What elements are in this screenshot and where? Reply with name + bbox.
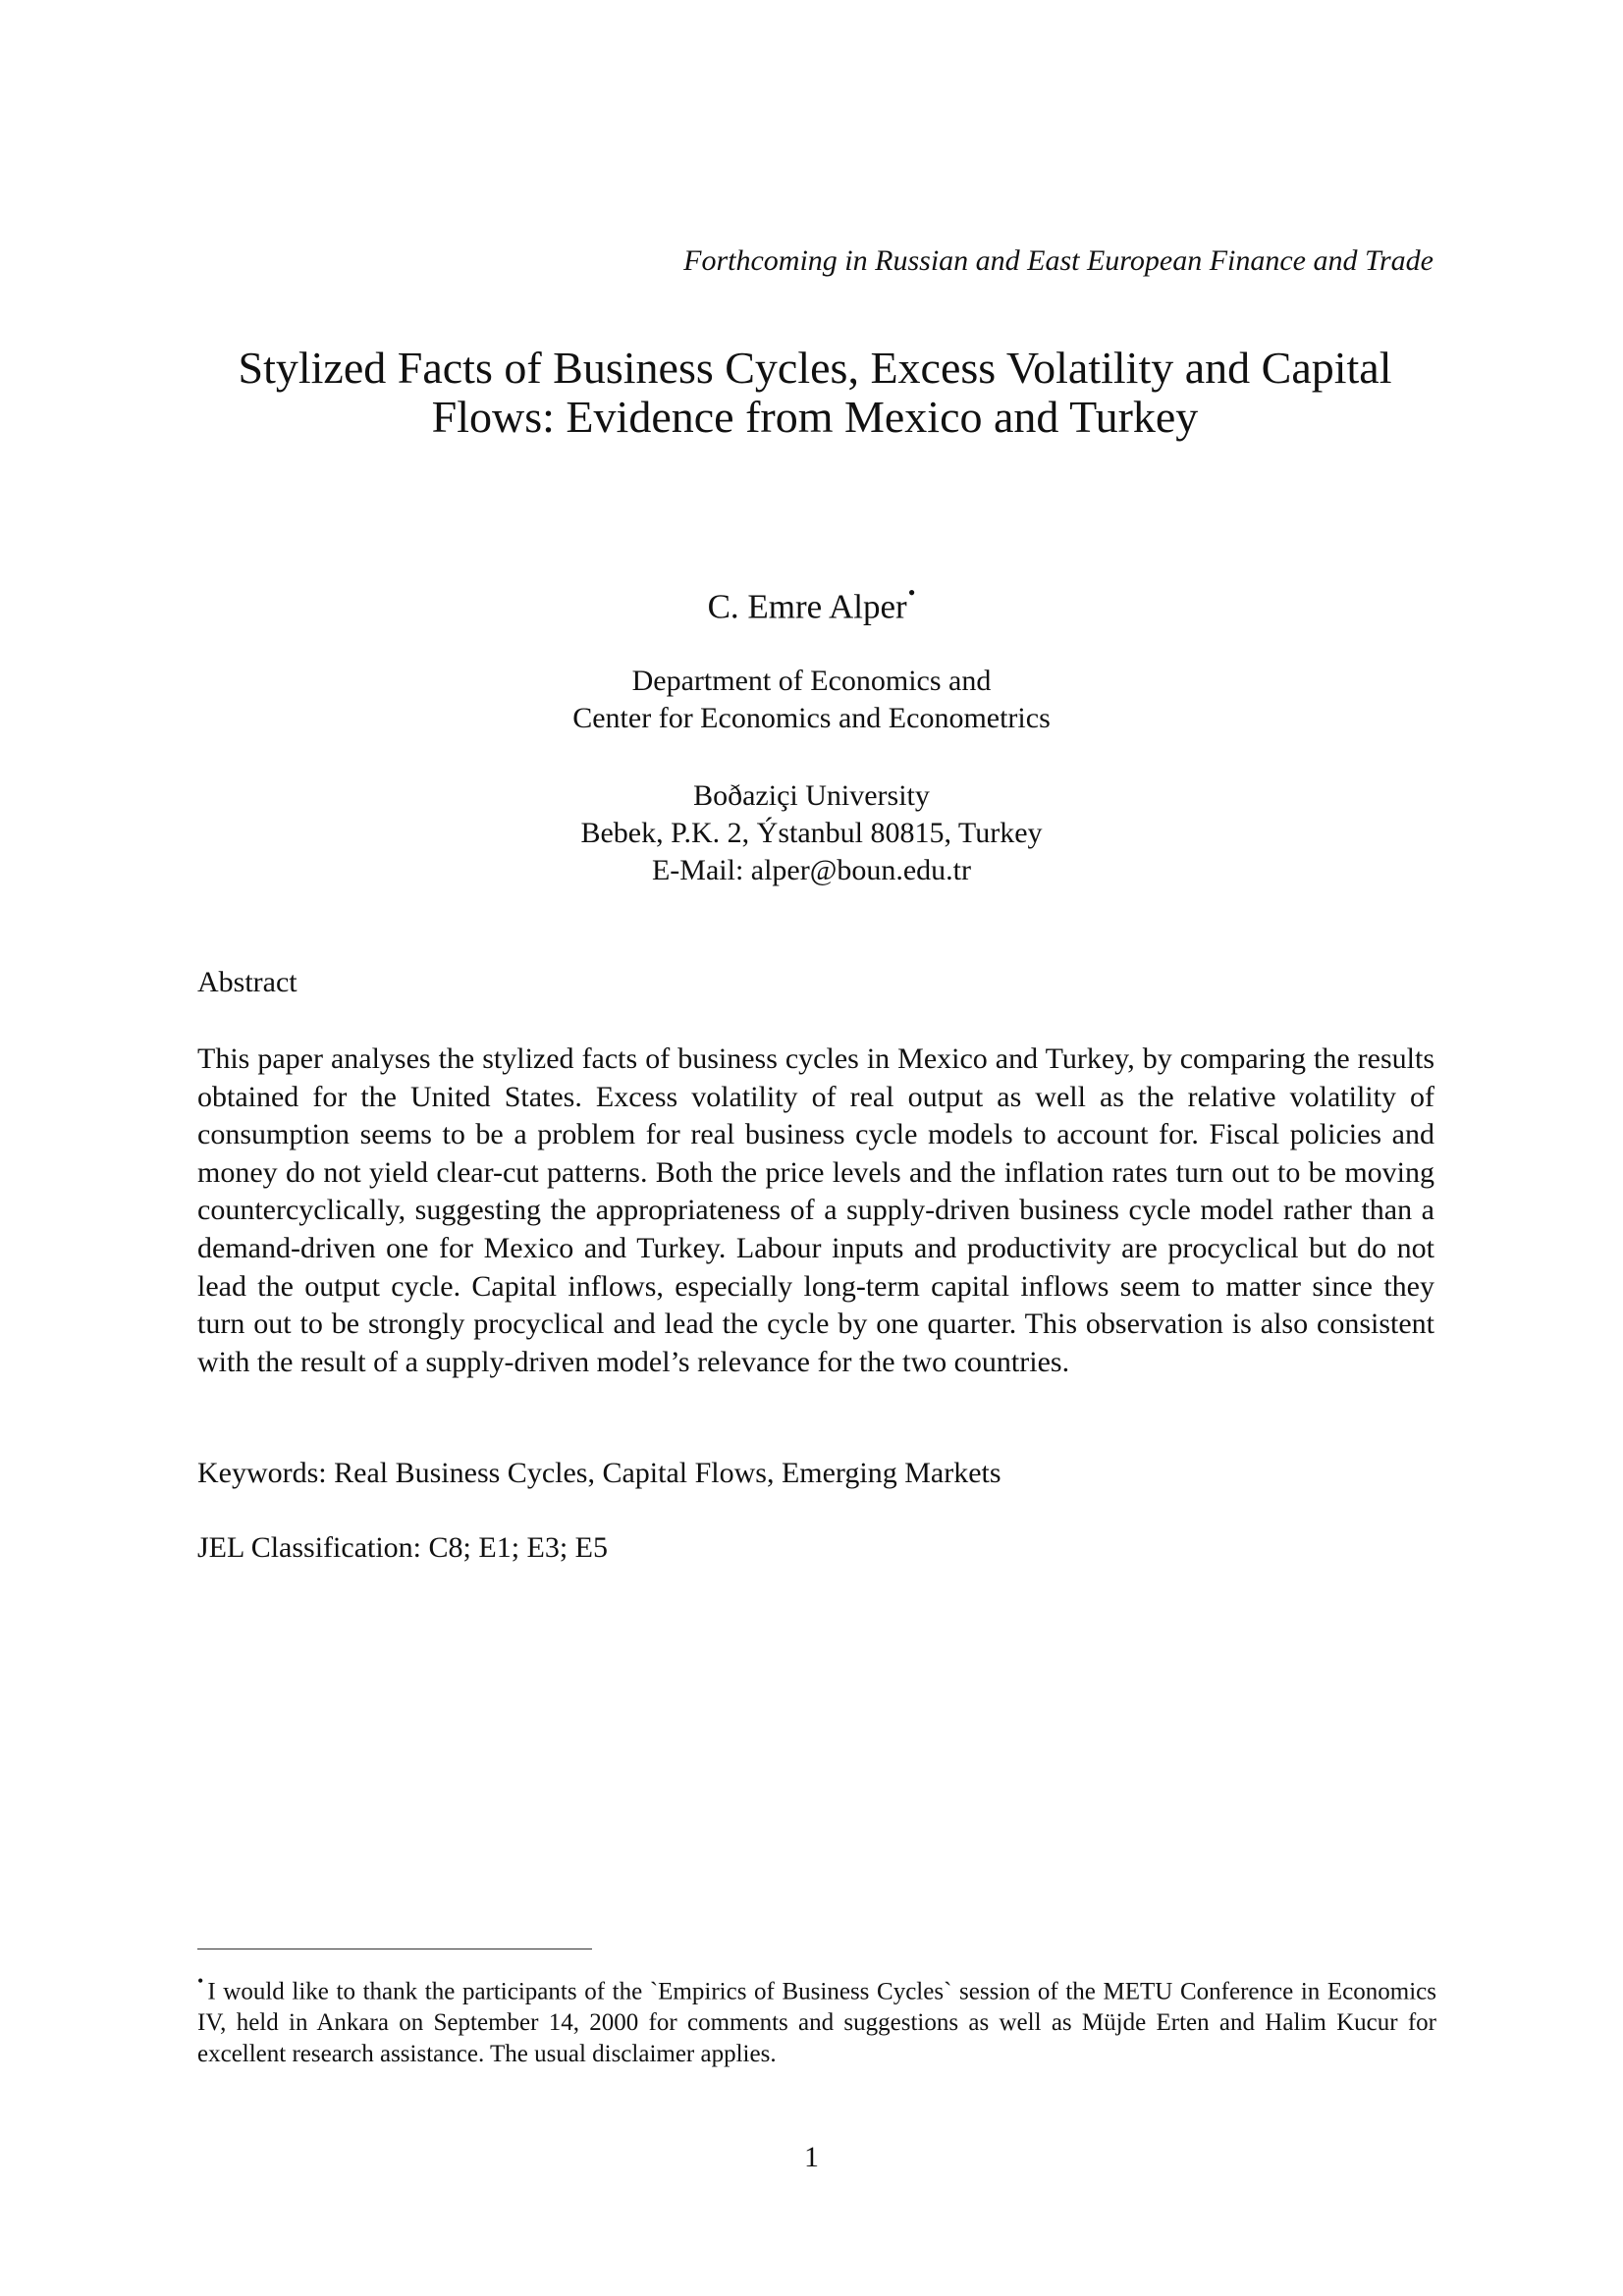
university-address: Bebek, P.K. 2, Ýstanbul 80815, Turkey [580, 817, 1043, 849]
department-line-2: Center for Economics and Econometrics [572, 702, 1051, 734]
abstract-body: This paper analyses the stylized facts of business cycles in Mexico and Turkey, by comparing the results obtained for the United States. Excess volatility of real output as well as the relative volatility of consumption seems to be a problem for real business cycle models to account for. Fiscal policies and money do not yield clear-cut patterns. Both the price levels and the inflation rates turn out to be moving countercyclically, suggesting the appropriateness of a supply-driven business cycle model rather than a demand-driven one for Mexico and Turkey. Labour inputs and productivity are procyclical but do not lead the output cycle. Capital inflows, especially long-term capital inflows seem to matter since they turn out to be strongly procyclical and lead the cycle by one quarter. This observation is also consistent with the result of a supply-driven model’s relevance for the two countries. [197, 1042, 1434, 1378]
paper-title-line-2: Flows: Evidence from Mexico and Turkey [431, 392, 1199, 442]
department-block [0, 663, 1623, 737]
keywords: Keywords: Real Business Cycles, Capital Flows, Emerging Markets [197, 1457, 1001, 1489]
jel-classification: JEL Classification: C8; E1; E3; E5 [197, 1531, 609, 1564]
paper-title-line-1: Stylized Facts of Business Cycles, Excess Volatility and Capital [238, 343, 1392, 393]
footnote-text: I would like to thank the participants of the `Empirics of Business Cycles` session of the METU Conference in Economics IV, held in Ankara on September 14, 2000 for comments and suggestions as well as Müjde Erten and Halim Kucur for excellent research assistance. The usual disclaimer applies. [197, 1978, 1436, 2068]
abstract-heading: Abstract [197, 966, 298, 998]
university-name: Boðaziçi University [693, 779, 930, 812]
footnote-mark: • [197, 1971, 204, 1991]
paper-title [196, 344, 1434, 442]
journal-note: Forthcoming in Russian and East European Finance and Trade [683, 244, 1434, 277]
footnote [197, 1968, 1436, 2070]
university-block [0, 777, 1623, 889]
department-line-1: Department of Economics and [631, 665, 992, 697]
author-line [0, 577, 1623, 629]
author-email: E-Mail: alper@boun.edu.tr [651, 854, 972, 886]
author-name: C. Emre Alper [707, 587, 907, 626]
page-number: 1 [804, 2141, 819, 2173]
author-footnote-mark: • [907, 580, 916, 605]
